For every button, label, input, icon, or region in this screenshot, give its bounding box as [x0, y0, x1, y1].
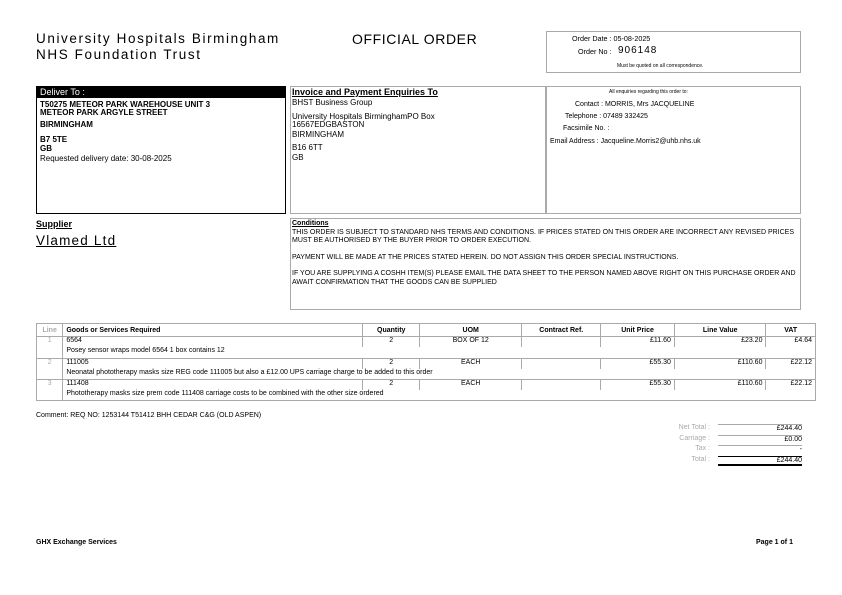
row-line-number: 2 — [37, 359, 63, 370]
row-unit-price: £55.30 — [601, 359, 675, 370]
net-total-value: £244.40 — [718, 424, 802, 435]
col-contract: Contract Ref. — [522, 324, 601, 337]
invoice-line: BIRMINGHAM — [292, 129, 344, 139]
order-number: 906148 — [618, 45, 658, 56]
col-vat: VAT — [766, 324, 816, 337]
footer-service-name: GHX Exchange Services — [36, 539, 117, 546]
deliver-to-heading: Deliver To : — [37, 87, 285, 98]
row-unit-price: £55.30 — [601, 380, 675, 391]
enquiries-note: All enquiries regarding this order to: — [609, 89, 688, 95]
supplier-name: Vlamed Ltd — [36, 233, 117, 248]
invoice-line: University Hospitals BirminghamPO Box — [292, 111, 435, 121]
carriage-row — [660, 435, 802, 446]
row-code: 6564 — [63, 337, 363, 348]
row-uom: EACH — [420, 380, 522, 391]
col-line: Line — [37, 324, 63, 337]
deliver-line: T50275 METEOR PARK WAREHOUSE UNIT 3 — [40, 100, 211, 109]
grand-total-value: £244.40 — [718, 456, 802, 467]
condition-paragraph: IF YOU ARE SUPPLYING A COSHH ITEM(S) PLEASE EMAIL THE DATA SHEET TO THE PERSON NAMED ABOVE RIGHT ON THIS PURCHASE ORDER AND AWAIT CONFIRMATION THAT THE GOODS CAN BE SUPPLIED — [292, 270, 796, 286]
row-description: Neonatal phototherapy masks size REG code 111005 but also a £12.00 UPS carriage charge to be added to this order — [63, 369, 816, 380]
deliver-line: GB — [40, 144, 52, 153]
deliver-to-box — [36, 86, 286, 214]
table-row — [37, 337, 816, 348]
order-number-label: Order No : — [578, 47, 612, 56]
conditions-box — [290, 218, 801, 310]
order-number-note: Must be quoted on all correspondence. — [617, 63, 704, 69]
tax-value: - — [718, 445, 802, 456]
condition-paragraph: PAYMENT WILL BE MADE AT THE PRICES STATED HEREIN. DO NOT ASSIGN THIS ORDER SPECIAL INSTRUCTIONS. — [292, 253, 679, 261]
table-row-description — [37, 390, 816, 401]
invoice-line: GB — [292, 152, 304, 162]
net-total-row — [660, 424, 802, 435]
contact-box — [546, 86, 801, 214]
row-line-value: £110.60 — [674, 359, 766, 370]
contact-telephone: Telephone : 07489 332425 — [565, 113, 648, 120]
invoice-line: BHST Business Group — [292, 98, 373, 107]
row-contract — [522, 337, 601, 348]
row-quantity: 2 — [363, 337, 420, 348]
row-line-value: £110.60 — [674, 380, 766, 391]
row-uom: EACH — [420, 359, 522, 370]
row-quantity: 2 — [363, 380, 420, 391]
row-description: Posey sensor wraps model 6564 1 box contains 12 — [63, 347, 816, 359]
row-code: 111408 — [63, 380, 363, 391]
row-quantity: 2 — [363, 359, 420, 370]
carriage-value: £0.00 — [718, 435, 802, 446]
order-date: Order Date : 05-08-2025 — [572, 34, 651, 43]
table-row-description — [37, 369, 816, 380]
org-line-1: University Hospitals Birmingham — [36, 31, 280, 46]
row-uom: BOX OF 12 — [420, 337, 522, 348]
order-comment: Comment: REQ NO: 1253144 T51412 BHH CEDAR C&G (OLD ASPEN) — [36, 412, 262, 419]
col-quantity: Quantity — [363, 324, 420, 337]
table-header-row — [37, 324, 816, 337]
row-line-number: 3 — [37, 380, 63, 391]
totals-block — [660, 424, 802, 466]
deliver-line: B7 5TE — [40, 134, 68, 144]
row-line-value: £23.20 — [674, 337, 766, 348]
row-vat: £22.12 — [766, 359, 816, 370]
table-row — [37, 359, 816, 370]
col-uom: UOM — [420, 324, 522, 337]
supplier-label: Supplier — [36, 219, 73, 229]
page-number: Page 1 of 1 — [756, 539, 793, 546]
org-line-2: NHS Foundation Trust — [36, 47, 202, 62]
order-info-box — [546, 31, 801, 73]
grand-total-label: Total : — [691, 455, 710, 463]
carriage-label: Carriage : — [679, 434, 710, 442]
invoice-heading: Invoice and Payment Enquiries To — [292, 87, 438, 97]
col-line-value: Line Value — [674, 324, 766, 337]
condition-paragraph: THIS ORDER IS SUBJECT TO STANDARD NHS TERMS AND CONDITIONS. IF PRICES STATED ON THIS ORDER ARE INCORRECT ANY REVISED PRICES MUST BE AUTHORISED BY THE BUYER PRIOR TO ORDER EXECUTION. — [292, 228, 795, 244]
tax-row — [660, 445, 802, 456]
grand-total-row — [660, 456, 802, 467]
row-unit-price: £11.60 — [601, 337, 675, 348]
row-description: Phototherapy masks size prem code 111408 carriage costs to be combined with the other size ordered — [63, 390, 816, 401]
invoice-enquiries-box — [290, 86, 546, 214]
row-vat: £4.64 — [766, 337, 816, 348]
contact-fax[interactable]: Facsimile No. : — [563, 125, 610, 132]
invoice-line: 16567EDGBASTON — [292, 120, 365, 129]
table-row — [37, 380, 816, 391]
row-vat: £22.12 — [766, 380, 816, 391]
row-line-number: 1 — [37, 337, 63, 348]
row-contract — [522, 359, 601, 370]
table-row-description — [37, 347, 816, 359]
row-code: 111005 — [63, 359, 363, 370]
order-lines-table — [36, 323, 816, 401]
organisation-name — [36, 31, 280, 63]
deliver-line: BIRMINGHAM — [40, 120, 93, 129]
deliver-line: METEOR PARK ARGYLE STREET — [40, 107, 168, 117]
col-goods: Goods or Services Required — [63, 324, 363, 337]
requested-delivery-date: Requested delivery date: 30-08-2025 — [40, 153, 172, 163]
net-total-label: Net Total : — [678, 424, 710, 431]
row-contract — [522, 380, 601, 391]
tax-label: Tax : — [695, 445, 710, 452]
invoice-line: B16 6TT — [292, 143, 323, 152]
col-unit-price: Unit Price — [601, 324, 675, 337]
contact-email[interactable]: Email Address : Jacqueline.Morris2@uhb.nhs.uk — [550, 138, 701, 145]
contact-name: Contact : MORRIS, Mrs JACQUELINE — [575, 101, 695, 108]
page-title: OFFICIAL ORDER — [352, 31, 478, 47]
conditions-heading: Conditions — [292, 220, 329, 227]
